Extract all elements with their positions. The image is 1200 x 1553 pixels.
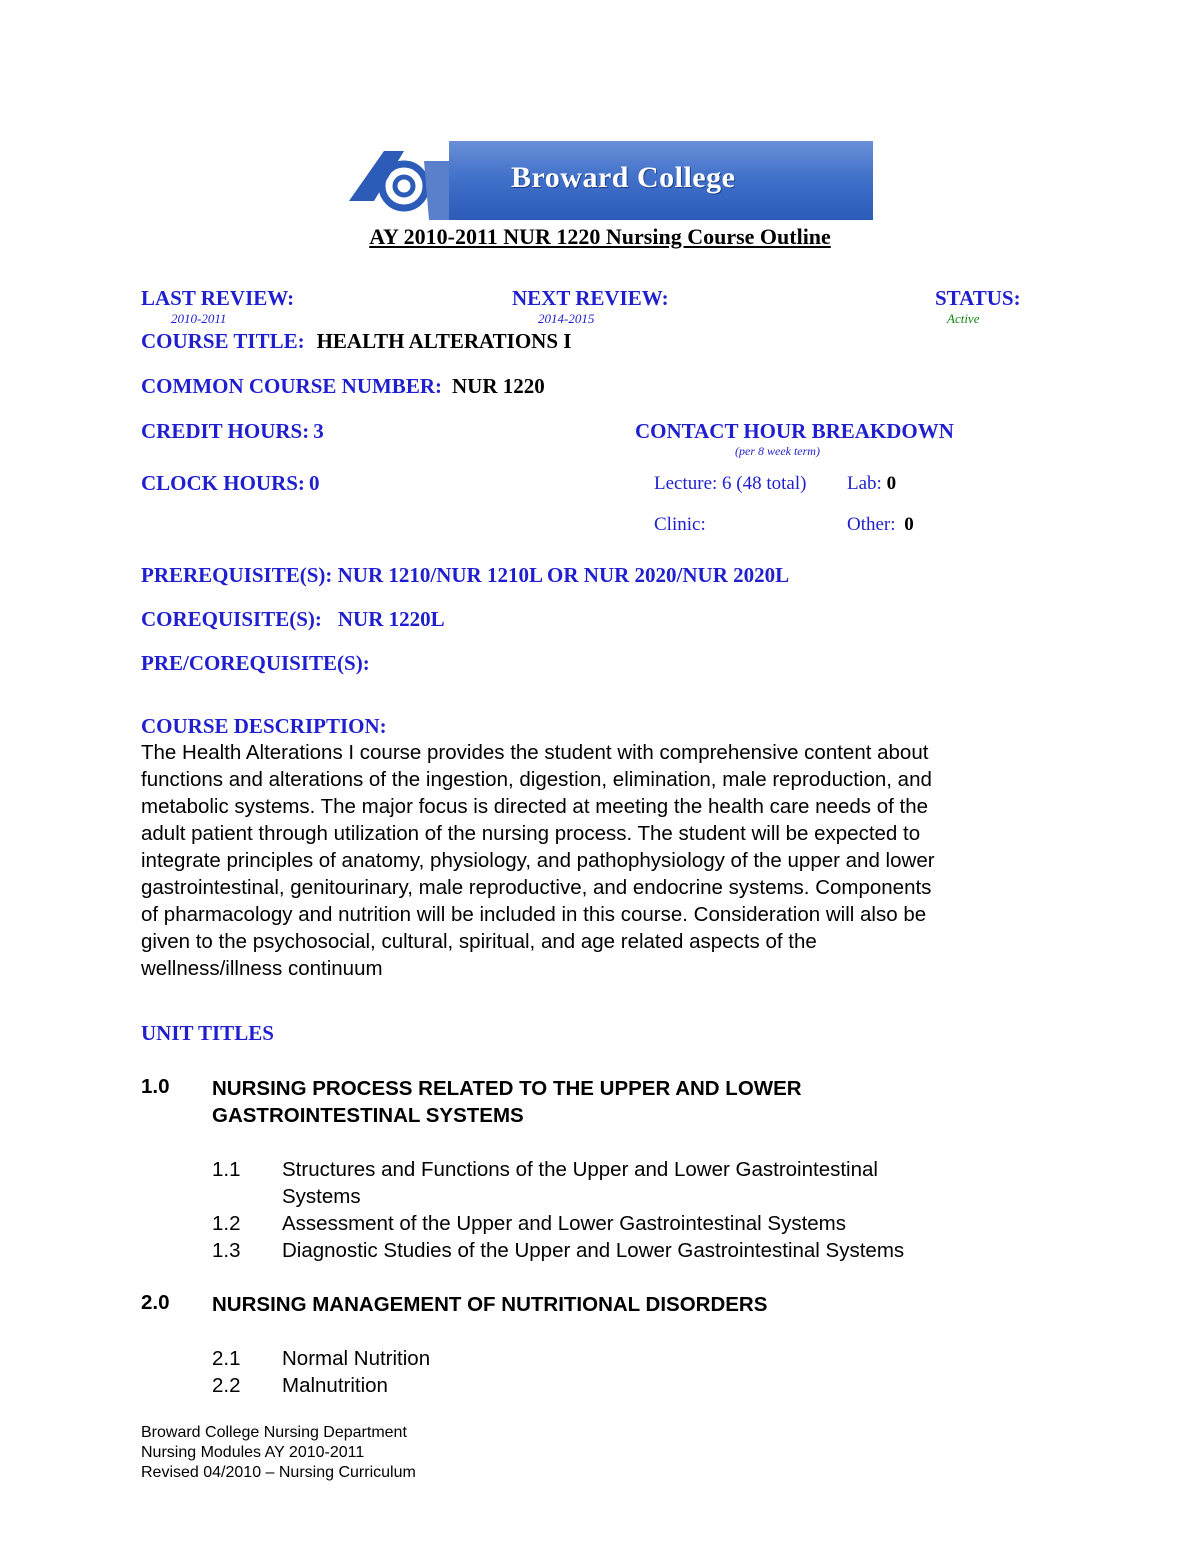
corequisites-row [141,607,445,632]
subunit-number: 2.1 [212,1347,241,1370]
lab-value: 0 [886,473,897,494]
lecture-row [654,473,806,495]
next-review-value: 2014-2015 [538,311,595,326]
other-label: Other: [847,514,896,535]
unit-titles-label: UNIT TITLES [141,1021,274,1045]
footer-line: Nursing Modules AY 2010-2011 [141,1444,365,1461]
clock-hours-row [141,471,319,496]
description-line: adult patient through utilization of the nursing process. The student will be expected to [141,822,921,845]
course-title-value: HEALTH ALTERATIONS I [316,329,572,353]
subunit-number: 2.2 [212,1374,241,1397]
last-review-value: 2010-2011 [171,311,227,326]
subunit-number: 1.2 [212,1212,241,1235]
description-line: functions and alterations of the ingestion, digestion, elimination, male reproduction, and [141,768,932,791]
lab-row [847,473,896,495]
document-title: AY 2010-2011 NUR 1220 Nursing Course Outline [369,224,831,249]
broward-college-logo [329,141,873,220]
common-course-number-label: COMMON COURSE NUMBER: [141,374,442,398]
subunit-title-line: Assessment of the Upper and Lower Gastrointestinal Systems [282,1212,847,1235]
course-title-row [141,329,571,354]
footer-line: Revised 04/2010 – Nursing Curriculum [141,1464,416,1481]
pre-corequisites-label: PRE/COREQUISITE(S): [141,651,370,675]
lecture-label: Lecture: [654,473,718,494]
corequisites-value: NUR 1220L [337,607,445,631]
description-line: metabolic systems. The major focus is directed at meeting the health care needs of the [141,795,928,818]
subunit-title-line: Normal Nutrition [282,1347,431,1370]
status-label: STATUS: [935,286,1021,310]
credit-hours-label: CREDIT HOURS: [141,419,310,443]
course-description-text [141,739,1071,982]
description-line: given to the psychosocial, cultural, spiritual, and age related aspects of the [141,930,817,953]
description-line: wellness/illness continuum [141,957,383,980]
subunit-title-line: Systems [282,1185,361,1208]
other-row [847,514,914,536]
common-course-number-row [141,374,545,399]
lab-label: Lab: [847,473,882,494]
subunit-number: 1.3 [212,1239,241,1262]
contact-hour-breakdown-label: CONTACT HOUR BREAKDOWN [635,419,954,443]
subunit-title-line: Diagnostic Studies of the Upper and Lower Gastrointestinal Systems [282,1239,905,1262]
subunit-title-line: Malnutrition [282,1374,388,1397]
description-line: integrate principles of anatomy, physiology, and pathophysiology of the upper and lower [141,849,935,872]
next-review-label: NEXT REVIEW: [512,286,669,310]
description-line: of pharmacology and nutrition will be included in this course. Consideration will also be [141,903,927,926]
last-review-label: LAST REVIEW: [141,286,295,310]
status-value: Active [947,311,980,326]
other-value: 0 [904,514,914,535]
credit-hours-value: 3 [313,419,324,443]
corequisites-label: COREQUISITE(S): [141,607,322,631]
clock-hours-value: 0 [308,471,320,495]
common-course-number-value: NUR 1220 [451,374,545,398]
college-emblem-icon [329,141,449,220]
unit-title-line: GASTROINTESTINAL SYSTEMS [212,1104,524,1127]
contact-hour-term-note: (per 8 week term) [735,444,820,458]
unit-title-line: NURSING PROCESS RELATED TO THE UPPER AND LOWER [212,1077,802,1100]
credit-hours-row [141,419,324,444]
subunit-number: 1.1 [212,1158,241,1181]
description-line: The Health Alterations I course provides the student with comprehensive content about [141,741,929,764]
page-footer [141,1423,416,1483]
clinic-label: Clinic: [654,514,706,535]
description-line: gastrointestinal, genitourinary, male reproductive, and endocrine systems. Components [141,876,932,899]
unit-number: 1.0 [141,1075,170,1098]
unit-number: 2.0 [141,1291,170,1314]
unit-title-line: NURSING MANAGEMENT OF NUTRITIONAL DISORDERS [212,1293,768,1316]
clock-hours-label: CLOCK HOURS: [141,471,305,495]
course-description-label: COURSE DESCRIPTION: [141,714,387,738]
logo-wordmark: Broward College [511,161,736,194]
lecture-value: 6 (48 total) [722,473,807,494]
prerequisites: PREREQUISITE(S): NUR 1210/NUR 1210L OR NUR 2020/NUR 2020L [141,563,790,587]
subunit-title-line: Structures and Functions of the Upper and Lower Gastrointestinal [282,1158,878,1181]
footer-line: Broward College Nursing Department [141,1424,407,1441]
course-title-label: COURSE TITLE: [141,329,305,353]
